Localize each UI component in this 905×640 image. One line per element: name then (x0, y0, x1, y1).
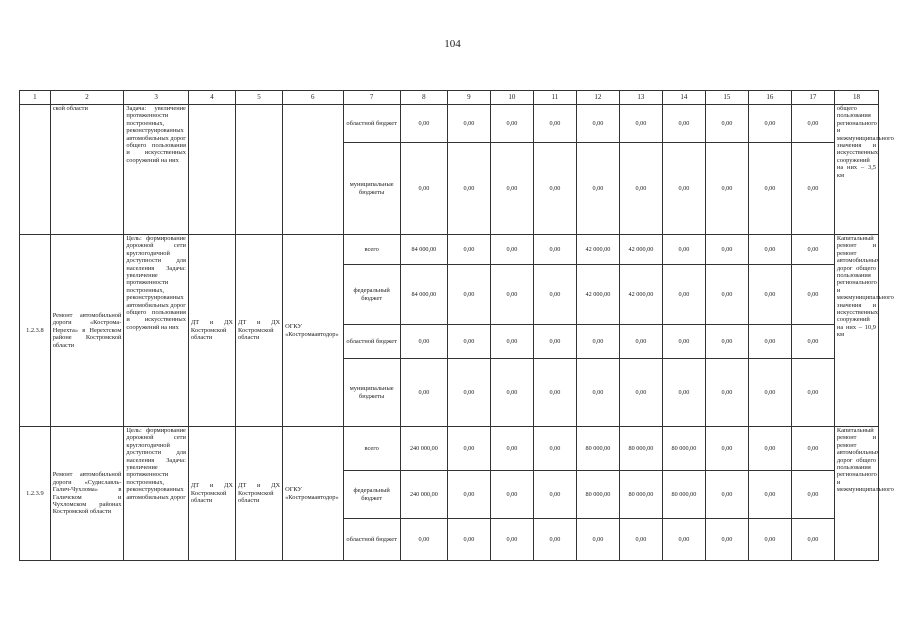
funding-value: 80 000,00 (619, 427, 662, 471)
funding-source: федеральный бюджет (343, 471, 400, 519)
funding-value: 0,00 (533, 235, 576, 265)
funding-value: 80 000,00 (662, 471, 705, 519)
funding-value: 0,00 (619, 325, 662, 359)
funding-value: 0,00 (791, 519, 834, 561)
funding-value: 0,00 (705, 359, 748, 427)
funding-value: 84 000,00 (400, 235, 447, 265)
funding-value: 0,00 (791, 235, 834, 265)
funding-value: 42 000,00 (576, 265, 619, 325)
funding-value: 0,00 (447, 359, 490, 427)
participant: ОГКУ «Костромаавтодор» (283, 235, 343, 427)
funding-source: областной бюджет (343, 519, 400, 561)
funding-value: 0,00 (705, 325, 748, 359)
header-cell: 15 (705, 91, 748, 105)
header-cell: 11 (533, 91, 576, 105)
funding-value: 0,00 (662, 105, 705, 143)
header-cell: 18 (834, 91, 878, 105)
funding-value: 0,00 (791, 359, 834, 427)
funding-value: 0,00 (576, 359, 619, 427)
header-cell: 12 (576, 91, 619, 105)
funding-value: 0,00 (705, 427, 748, 471)
funding-value: 0,00 (490, 427, 533, 471)
funding-source: муниципальные бюджеты (343, 359, 400, 427)
header-row (20, 91, 879, 105)
funding-source: всего (343, 427, 400, 471)
header-cell: 17 (791, 91, 834, 105)
funding-value: 0,00 (662, 143, 705, 235)
funding-value: 0,00 (400, 325, 447, 359)
header-cell: 5 (236, 91, 283, 105)
responsible-executor: ДТ и ДХ Костромской области (188, 427, 235, 561)
funding-value: 0,00 (576, 325, 619, 359)
funding-value: 0,00 (447, 235, 490, 265)
participant: ОГКУ «Костромаавтодор» (283, 427, 343, 561)
entry-code: 1.2.3.8 (20, 235, 51, 427)
funding-value: 0,00 (533, 471, 576, 519)
page-number: 104 (444, 38, 461, 50)
header-cell: 2 (50, 91, 124, 105)
funding-value: 0,00 (490, 471, 533, 519)
funding-source: областной бюджет (343, 325, 400, 359)
funding-value: 0,00 (748, 471, 791, 519)
funding-value: 0,00 (791, 265, 834, 325)
funding-value: 0,00 (705, 105, 748, 143)
funding-value: 0,00 (447, 325, 490, 359)
funding-value: 0,00 (490, 359, 533, 427)
funding-value: 0,00 (533, 325, 576, 359)
entry-name: ской области (50, 105, 124, 235)
funding-value: 0,00 (533, 265, 576, 325)
funding-value: 240 000,00 (400, 427, 447, 471)
funding-value: 0,00 (662, 235, 705, 265)
entry-name: Ремонт автомобильной дороги «Кострома-Нерехта» в Нерехтском районе Костромской области (50, 235, 124, 427)
header-cell: 16 (748, 91, 791, 105)
funding-value: 42 000,00 (619, 235, 662, 265)
header-cell: 10 (490, 91, 533, 105)
funding-value: 0,00 (662, 519, 705, 561)
co-executor: ДТ и ДХ Костромской области (236, 235, 283, 427)
funding-source: областной бюджет (343, 105, 400, 143)
funding-value: 0,00 (748, 235, 791, 265)
funding-value: 0,00 (533, 143, 576, 235)
entry-name: Ремонт автомобильной дороги «Судиславль-Галич-Чухлома» в Галичском и Чухломском районах Костромской области (50, 427, 124, 561)
funding-source: муниципальные бюджеты (343, 143, 400, 235)
funding-value: 0,00 (490, 235, 533, 265)
co-executor (236, 105, 283, 235)
funding-value: 80 000,00 (576, 471, 619, 519)
table-row (20, 235, 879, 265)
funding-value: 84 000,00 (400, 265, 447, 325)
funding-value: 0,00 (705, 143, 748, 235)
funding-value: 0,00 (533, 359, 576, 427)
funding-value: 0,00 (400, 143, 447, 235)
funding-value: 0,00 (576, 105, 619, 143)
expected-result: Капитальный ремонт и ремонт автомобильных дорог общего пользования регионального и межмуниципального значения и искусственных сооружений на них – 10,9 км (834, 235, 878, 427)
header-cell: 4 (188, 91, 235, 105)
funding-source: всего (343, 235, 400, 265)
program-table (19, 90, 894, 561)
funding-value: 0,00 (447, 427, 490, 471)
responsible-executor: ДТ и ДХ Костромской области (188, 235, 235, 427)
funding-value: 0,00 (791, 471, 834, 519)
co-executor: ДТ и ДХ Костромской области (236, 427, 283, 561)
funding-value: 0,00 (619, 359, 662, 427)
funding-value: 0,00 (533, 427, 576, 471)
funding-value: 0,00 (748, 519, 791, 561)
funding-value: 0,00 (705, 235, 748, 265)
funding-value: 80 000,00 (576, 427, 619, 471)
header-cell: 13 (619, 91, 662, 105)
funding-value: 0,00 (490, 265, 533, 325)
funding-value: 0,00 (791, 325, 834, 359)
funding-value: 0,00 (791, 143, 834, 235)
funding-value: 0,00 (400, 519, 447, 561)
table-row (20, 105, 879, 143)
header-cell: 9 (447, 91, 490, 105)
funding-value: 0,00 (447, 519, 490, 561)
funding-value: 0,00 (576, 519, 619, 561)
table-row (20, 427, 879, 471)
header-cell: 14 (662, 91, 705, 105)
header-cell: 7 (343, 91, 400, 105)
funding-value: 0,00 (748, 143, 791, 235)
funding-value: 80 000,00 (662, 427, 705, 471)
funding-source: федеральный бюджет (343, 265, 400, 325)
funding-value: 0,00 (447, 265, 490, 325)
funding-value: 0,00 (705, 519, 748, 561)
funding-value: 0,00 (619, 105, 662, 143)
funding-value: 0,00 (400, 359, 447, 427)
header-cell: 1 (20, 91, 51, 105)
header-cell: 8 (400, 91, 447, 105)
funding-value: 0,00 (400, 105, 447, 143)
funding-value: 0,00 (490, 143, 533, 235)
funding-value: 0,00 (662, 359, 705, 427)
entry-goal: Цель: формирование дорожной сети круглогодичной доступности для населения Задача: увеличение протяженности построенных, реконструированных автомобильных дорог общего пользования и искусственных сооружений на них (124, 235, 189, 427)
entry-goal: Задача: увеличение протяженности построенных, реконструированных автомобильных дорог общего пользования и искусственных сооружений на них (124, 105, 189, 235)
funding-value: 0,00 (490, 325, 533, 359)
funding-value: 0,00 (705, 265, 748, 325)
funding-value: 0,00 (619, 143, 662, 235)
funding-value: 0,00 (705, 471, 748, 519)
funding-value: 0,00 (748, 105, 791, 143)
funding-value: 0,00 (533, 105, 576, 143)
funding-value: 0,00 (490, 105, 533, 143)
funding-value: 0,00 (533, 519, 576, 561)
funding-value: 0,00 (619, 519, 662, 561)
expected-result: Капитальный ремонт и ремонт автомобильных дорог общего пользования регионального и межмуниципального (834, 427, 878, 561)
responsible-executor (188, 105, 235, 235)
header-cell: 6 (283, 91, 343, 105)
funding-value: 240 000,00 (400, 471, 447, 519)
funding-value: 42 000,00 (576, 235, 619, 265)
entry-code (20, 105, 51, 235)
funding-value: 0,00 (748, 427, 791, 471)
funding-value: 0,00 (791, 105, 834, 143)
funding-value: 0,00 (662, 325, 705, 359)
funding-value: 0,00 (748, 325, 791, 359)
funding-value: 0,00 (748, 359, 791, 427)
funding-value: 0,00 (791, 427, 834, 471)
entry-code: 1.2.3.9 (20, 427, 51, 561)
expected-result: общего пользования регионального и межмуниципального значения и искусственных сооружений на них – 3,5 км (834, 105, 878, 235)
funding-value: 0,00 (748, 265, 791, 325)
funding-value: 0,00 (576, 143, 619, 235)
header-cell: 3 (124, 91, 189, 105)
participant (283, 105, 343, 235)
funding-value: 0,00 (447, 471, 490, 519)
funding-value: 0,00 (447, 105, 490, 143)
funding-value: 0,00 (490, 519, 533, 561)
funding-value: 0,00 (447, 143, 490, 235)
funding-value: 0,00 (662, 265, 705, 325)
funding-value: 42 000,00 (619, 265, 662, 325)
entry-goal: Цель: формирование дорожной сети круглогодичной доступности для населения Задача: увеличение протяженности построенных, реконструированных автомобильных дорог (124, 427, 189, 561)
funding-value: 80 000,00 (619, 471, 662, 519)
